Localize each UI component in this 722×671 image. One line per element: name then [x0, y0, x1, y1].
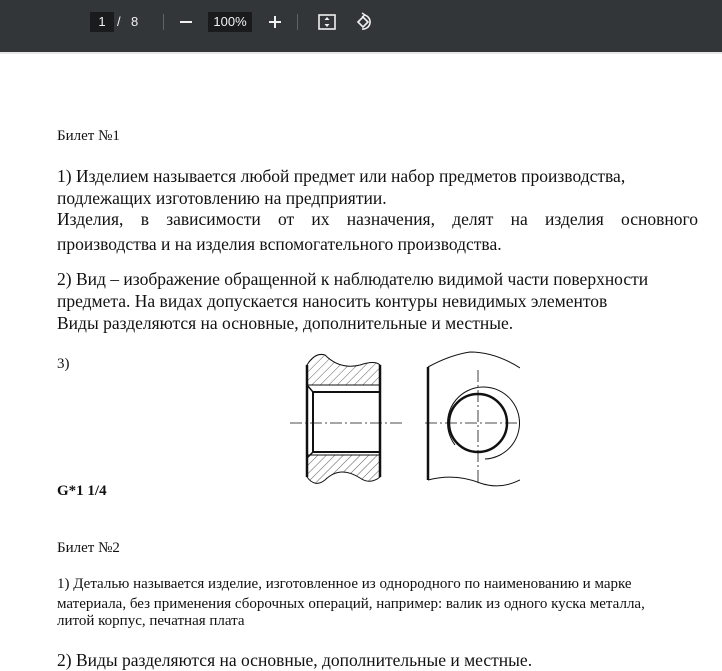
divider: [163, 14, 164, 30]
front-view: [425, 352, 520, 486]
fit-page-icon: [318, 14, 336, 30]
divider: [297, 14, 298, 30]
paragraph-line: производства и на изделия вспомогательного производства.: [57, 234, 502, 254]
rotate-icon: [354, 12, 374, 32]
paragraph-line: Изделия, в зависимости от их назначения, делят на изделия основного: [57, 209, 698, 229]
paragraph-line: Виды разделяются на основные, дополнительные и местные.: [57, 313, 514, 333]
technical-drawing: [280, 340, 520, 500]
fit-page-button[interactable]: [315, 10, 339, 34]
paragraph-line: литой корпус, печатная плата: [57, 613, 245, 629]
pdf-toolbar: [0, 0, 722, 52]
page-total: 8: [131, 14, 139, 29]
plus-icon: [268, 15, 282, 29]
paragraph-line: 1) Деталью называется изделие, изготовленное из однородного по наименованию и марке: [57, 576, 632, 592]
rotate-button[interactable]: [352, 10, 376, 34]
paragraph-line: подлежащих изготовлению на предприятии.: [57, 188, 387, 208]
page-number-input[interactable]: 1: [90, 12, 114, 32]
page-separator: /: [117, 14, 121, 29]
zoom-input[interactable]: 100%: [208, 12, 252, 32]
ticket-title: Билет №1: [57, 128, 120, 144]
question-number: 3): [57, 356, 70, 372]
thread-designation: G*1 1/4: [57, 483, 107, 499]
paragraph-line: 2) Вид – изображение обращенной к наблюдателю видимой части поверхности: [57, 269, 649, 289]
ticket-title: Билет №2: [57, 540, 120, 556]
minus-icon: [179, 15, 193, 29]
zoom-out-button[interactable]: [174, 10, 198, 34]
paragraph-line: 2) Виды разделяются на основные, дополнительные и местные.: [57, 650, 533, 670]
toolbar-shadow: [0, 52, 722, 54]
paragraph-line: 1) Изделием называется любой предмет или набор предметов производства,: [57, 166, 626, 186]
section-view: [290, 354, 403, 483]
paragraph-line: предмета. На видах допускается наносить контуры невидимых элементов: [57, 291, 608, 311]
zoom-in-button[interactable]: [263, 10, 287, 34]
paragraph-line: материала, без применения сборочных операций, например: валик из одного куска металла,: [57, 596, 645, 612]
